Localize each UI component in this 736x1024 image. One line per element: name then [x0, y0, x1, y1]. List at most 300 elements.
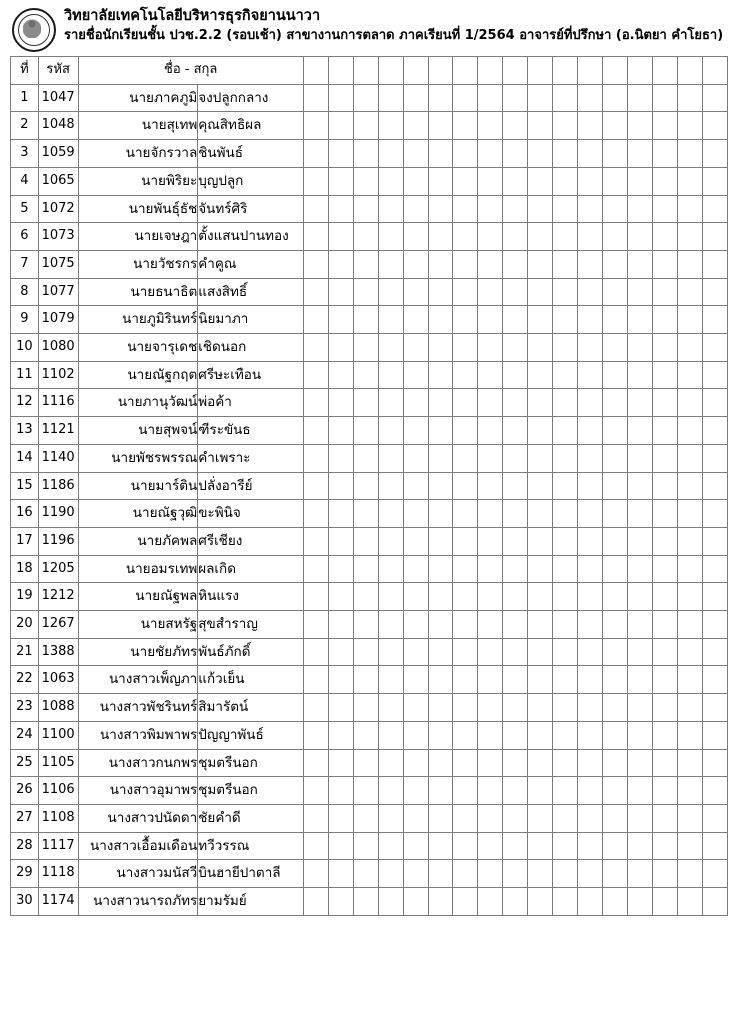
cell-blank[interactable]: [628, 694, 653, 722]
cell-blank[interactable]: [702, 583, 727, 611]
cell-blank[interactable]: [702, 527, 727, 555]
cell-blank[interactable]: [677, 555, 702, 583]
cell-blank[interactable]: [652, 250, 677, 278]
cell-blank[interactable]: [503, 888, 528, 916]
cell-blank[interactable]: [428, 749, 453, 777]
cell-blank[interactable]: [328, 721, 353, 749]
cell-blank[interactable]: [702, 832, 727, 860]
cell-blank[interactable]: [702, 749, 727, 777]
cell-blank[interactable]: [628, 555, 653, 583]
cell-blank[interactable]: [603, 888, 628, 916]
cell-blank[interactable]: [503, 638, 528, 666]
cell-blank[interactable]: [503, 306, 528, 334]
cell-blank[interactable]: [378, 223, 403, 251]
cell-blank[interactable]: [503, 721, 528, 749]
cell-blank[interactable]: [553, 611, 578, 639]
cell-blank[interactable]: [453, 250, 478, 278]
cell-blank[interactable]: [503, 278, 528, 306]
cell-blank[interactable]: [353, 888, 378, 916]
cell-blank[interactable]: [453, 721, 478, 749]
cell-blank[interactable]: [628, 583, 653, 611]
cell-blank[interactable]: [702, 860, 727, 888]
cell-blank[interactable]: [353, 860, 378, 888]
cell-blank[interactable]: [628, 195, 653, 223]
cell-blank[interactable]: [328, 84, 353, 112]
cell-blank[interactable]: [353, 694, 378, 722]
cell-blank[interactable]: [677, 804, 702, 832]
cell-blank[interactable]: [303, 777, 328, 805]
cell-blank[interactable]: [478, 527, 503, 555]
cell-blank[interactable]: [603, 306, 628, 334]
cell-blank[interactable]: [603, 611, 628, 639]
cell-blank[interactable]: [478, 195, 503, 223]
cell-blank[interactable]: [628, 250, 653, 278]
cell-blank[interactable]: [677, 195, 702, 223]
cell-blank[interactable]: [677, 832, 702, 860]
cell-blank[interactable]: [353, 527, 378, 555]
cell-blank[interactable]: [503, 777, 528, 805]
cell-blank[interactable]: [652, 140, 677, 168]
cell-blank[interactable]: [378, 721, 403, 749]
cell-blank[interactable]: [303, 721, 328, 749]
cell-blank[interactable]: [353, 361, 378, 389]
cell-blank[interactable]: [628, 306, 653, 334]
cell-blank[interactable]: [303, 306, 328, 334]
cell-blank[interactable]: [453, 195, 478, 223]
cell-blank[interactable]: [378, 888, 403, 916]
cell-blank[interactable]: [578, 140, 603, 168]
cell-blank[interactable]: [677, 389, 702, 417]
cell-blank[interactable]: [578, 638, 603, 666]
cell-blank[interactable]: [628, 444, 653, 472]
cell-blank[interactable]: [528, 500, 553, 528]
cell-blank[interactable]: [403, 84, 428, 112]
cell-blank[interactable]: [603, 860, 628, 888]
cell-blank[interactable]: [478, 472, 503, 500]
cell-blank[interactable]: [353, 638, 378, 666]
cell-blank[interactable]: [578, 250, 603, 278]
cell-blank[interactable]: [652, 638, 677, 666]
cell-blank[interactable]: [303, 167, 328, 195]
cell-blank[interactable]: [378, 167, 403, 195]
cell-blank[interactable]: [303, 444, 328, 472]
cell-blank[interactable]: [478, 444, 503, 472]
cell-blank[interactable]: [628, 804, 653, 832]
cell-blank[interactable]: [628, 860, 653, 888]
cell-blank[interactable]: [603, 666, 628, 694]
cell-blank[interactable]: [428, 721, 453, 749]
cell-blank[interactable]: [628, 832, 653, 860]
cell-blank[interactable]: [652, 500, 677, 528]
cell-blank[interactable]: [628, 167, 653, 195]
cell-blank[interactable]: [603, 389, 628, 417]
cell-blank[interactable]: [553, 888, 578, 916]
cell-blank[interactable]: [528, 694, 553, 722]
cell-blank[interactable]: [478, 167, 503, 195]
cell-blank[interactable]: [428, 306, 453, 334]
cell-blank[interactable]: [578, 223, 603, 251]
cell-blank[interactable]: [353, 140, 378, 168]
cell-blank[interactable]: [428, 500, 453, 528]
cell-blank[interactable]: [403, 444, 428, 472]
cell-blank[interactable]: [578, 888, 603, 916]
cell-blank[interactable]: [603, 721, 628, 749]
cell-blank[interactable]: [603, 832, 628, 860]
cell-blank[interactable]: [328, 140, 353, 168]
cell-blank[interactable]: [453, 140, 478, 168]
cell-blank[interactable]: [378, 361, 403, 389]
cell-blank[interactable]: [428, 417, 453, 445]
cell-blank[interactable]: [702, 195, 727, 223]
cell-blank[interactable]: [652, 777, 677, 805]
cell-blank[interactable]: [528, 555, 553, 583]
cell-blank[interactable]: [403, 611, 428, 639]
cell-blank[interactable]: [702, 804, 727, 832]
cell-blank[interactable]: [378, 389, 403, 417]
cell-blank[interactable]: [378, 417, 403, 445]
cell-blank[interactable]: [353, 611, 378, 639]
cell-blank[interactable]: [328, 666, 353, 694]
cell-blank[interactable]: [403, 666, 428, 694]
cell-blank[interactable]: [353, 444, 378, 472]
cell-blank[interactable]: [628, 278, 653, 306]
cell-blank[interactable]: [578, 804, 603, 832]
cell-blank[interactable]: [328, 611, 353, 639]
cell-blank[interactable]: [603, 777, 628, 805]
cell-blank[interactable]: [553, 334, 578, 362]
cell-blank[interactable]: [628, 84, 653, 112]
cell-blank[interactable]: [628, 417, 653, 445]
cell-blank[interactable]: [578, 777, 603, 805]
cell-blank[interactable]: [628, 472, 653, 500]
cell-blank[interactable]: [528, 749, 553, 777]
cell-blank[interactable]: [553, 112, 578, 140]
cell-blank[interactable]: [303, 694, 328, 722]
cell-blank[interactable]: [578, 694, 603, 722]
cell-blank[interactable]: [453, 361, 478, 389]
cell-blank[interactable]: [603, 195, 628, 223]
cell-blank[interactable]: [628, 140, 653, 168]
cell-blank[interactable]: [528, 389, 553, 417]
cell-blank[interactable]: [553, 361, 578, 389]
cell-blank[interactable]: [453, 832, 478, 860]
cell-blank[interactable]: [652, 306, 677, 334]
cell-blank[interactable]: [578, 832, 603, 860]
cell-blank[interactable]: [553, 527, 578, 555]
cell-blank[interactable]: [403, 832, 428, 860]
cell-blank[interactable]: [702, 638, 727, 666]
cell-blank[interactable]: [378, 638, 403, 666]
cell-blank[interactable]: [303, 417, 328, 445]
cell-blank[interactable]: [503, 250, 528, 278]
cell-blank[interactable]: [403, 721, 428, 749]
cell-blank[interactable]: [403, 361, 428, 389]
cell-blank[interactable]: [378, 334, 403, 362]
cell-blank[interactable]: [528, 195, 553, 223]
cell-blank[interactable]: [428, 527, 453, 555]
cell-blank[interactable]: [628, 888, 653, 916]
cell-blank[interactable]: [303, 250, 328, 278]
cell-blank[interactable]: [603, 250, 628, 278]
cell-blank[interactable]: [578, 195, 603, 223]
cell-blank[interactable]: [378, 749, 403, 777]
cell-blank[interactable]: [453, 611, 478, 639]
cell-blank[interactable]: [677, 888, 702, 916]
cell-blank[interactable]: [553, 167, 578, 195]
cell-blank[interactable]: [303, 888, 328, 916]
cell-blank[interactable]: [578, 306, 603, 334]
cell-blank[interactable]: [403, 860, 428, 888]
cell-blank[interactable]: [603, 417, 628, 445]
cell-blank[interactable]: [403, 500, 428, 528]
cell-blank[interactable]: [652, 334, 677, 362]
cell-blank[interactable]: [677, 472, 702, 500]
cell-blank[interactable]: [578, 389, 603, 417]
cell-blank[interactable]: [578, 527, 603, 555]
cell-blank[interactable]: [528, 112, 553, 140]
cell-blank[interactable]: [628, 112, 653, 140]
cell-blank[interactable]: [652, 389, 677, 417]
cell-blank[interactable]: [553, 472, 578, 500]
cell-blank[interactable]: [428, 860, 453, 888]
cell-blank[interactable]: [303, 223, 328, 251]
cell-blank[interactable]: [578, 278, 603, 306]
cell-blank[interactable]: [578, 417, 603, 445]
cell-blank[interactable]: [478, 334, 503, 362]
cell-blank[interactable]: [603, 500, 628, 528]
cell-blank[interactable]: [503, 361, 528, 389]
cell-blank[interactable]: [378, 694, 403, 722]
cell-blank[interactable]: [353, 84, 378, 112]
cell-blank[interactable]: [328, 195, 353, 223]
cell-blank[interactable]: [328, 804, 353, 832]
cell-blank[interactable]: [328, 306, 353, 334]
cell-blank[interactable]: [453, 860, 478, 888]
cell-blank[interactable]: [553, 583, 578, 611]
cell-blank[interactable]: [453, 112, 478, 140]
cell-blank[interactable]: [403, 167, 428, 195]
cell-blank[interactable]: [553, 223, 578, 251]
cell-blank[interactable]: [428, 223, 453, 251]
cell-blank[interactable]: [303, 195, 328, 223]
cell-blank[interactable]: [702, 84, 727, 112]
cell-blank[interactable]: [702, 417, 727, 445]
cell-blank[interactable]: [702, 666, 727, 694]
cell-blank[interactable]: [303, 638, 328, 666]
cell-blank[interactable]: [578, 361, 603, 389]
cell-blank[interactable]: [528, 832, 553, 860]
cell-blank[interactable]: [528, 721, 553, 749]
cell-blank[interactable]: [353, 195, 378, 223]
cell-blank[interactable]: [328, 250, 353, 278]
cell-blank[interactable]: [428, 888, 453, 916]
cell-blank[interactable]: [328, 694, 353, 722]
cell-blank[interactable]: [328, 112, 353, 140]
cell-blank[interactable]: [478, 389, 503, 417]
cell-blank[interactable]: [578, 860, 603, 888]
cell-blank[interactable]: [503, 417, 528, 445]
cell-blank[interactable]: [428, 334, 453, 362]
cell-blank[interactable]: [453, 306, 478, 334]
cell-blank[interactable]: [378, 777, 403, 805]
cell-blank[interactable]: [503, 832, 528, 860]
cell-blank[interactable]: [378, 666, 403, 694]
cell-blank[interactable]: [652, 666, 677, 694]
cell-blank[interactable]: [303, 500, 328, 528]
cell-blank[interactable]: [677, 361, 702, 389]
cell-blank[interactable]: [303, 583, 328, 611]
cell-blank[interactable]: [702, 777, 727, 805]
cell-blank[interactable]: [553, 195, 578, 223]
cell-blank[interactable]: [652, 417, 677, 445]
cell-blank[interactable]: [628, 223, 653, 251]
cell-blank[interactable]: [528, 860, 553, 888]
cell-blank[interactable]: [478, 140, 503, 168]
cell-blank[interactable]: [503, 334, 528, 362]
cell-blank[interactable]: [553, 140, 578, 168]
cell-blank[interactable]: [428, 832, 453, 860]
cell-blank[interactable]: [328, 832, 353, 860]
cell-blank[interactable]: [353, 306, 378, 334]
cell-blank[interactable]: [677, 306, 702, 334]
cell-blank[interactable]: [453, 223, 478, 251]
cell-blank[interactable]: [603, 112, 628, 140]
cell-blank[interactable]: [677, 777, 702, 805]
cell-blank[interactable]: [503, 140, 528, 168]
cell-blank[interactable]: [702, 389, 727, 417]
cell-blank[interactable]: [528, 278, 553, 306]
cell-blank[interactable]: [702, 444, 727, 472]
cell-blank[interactable]: [553, 860, 578, 888]
cell-blank[interactable]: [677, 860, 702, 888]
cell-blank[interactable]: [652, 721, 677, 749]
cell-blank[interactable]: [453, 804, 478, 832]
cell-blank[interactable]: [453, 777, 478, 805]
cell-blank[interactable]: [453, 888, 478, 916]
cell-blank[interactable]: [503, 527, 528, 555]
cell-blank[interactable]: [478, 500, 503, 528]
cell-blank[interactable]: [702, 472, 727, 500]
cell-blank[interactable]: [403, 140, 428, 168]
cell-blank[interactable]: [428, 472, 453, 500]
cell-blank[interactable]: [453, 583, 478, 611]
cell-blank[interactable]: [528, 417, 553, 445]
cell-blank[interactable]: [453, 694, 478, 722]
cell-blank[interactable]: [553, 721, 578, 749]
cell-blank[interactable]: [628, 611, 653, 639]
cell-blank[interactable]: [603, 472, 628, 500]
cell-blank[interactable]: [503, 389, 528, 417]
cell-blank[interactable]: [702, 555, 727, 583]
cell-blank[interactable]: [503, 500, 528, 528]
cell-blank[interactable]: [378, 500, 403, 528]
cell-blank[interactable]: [478, 694, 503, 722]
cell-blank[interactable]: [403, 638, 428, 666]
cell-blank[interactable]: [603, 638, 628, 666]
cell-blank[interactable]: [453, 472, 478, 500]
cell-blank[interactable]: [303, 611, 328, 639]
cell-blank[interactable]: [478, 417, 503, 445]
cell-blank[interactable]: [553, 84, 578, 112]
cell-blank[interactable]: [578, 84, 603, 112]
cell-blank[interactable]: [353, 250, 378, 278]
cell-blank[interactable]: [553, 804, 578, 832]
cell-blank[interactable]: [478, 112, 503, 140]
cell-blank[interactable]: [677, 527, 702, 555]
cell-blank[interactable]: [603, 804, 628, 832]
cell-blank[interactable]: [403, 389, 428, 417]
cell-blank[interactable]: [453, 417, 478, 445]
cell-blank[interactable]: [528, 527, 553, 555]
cell-blank[interactable]: [353, 223, 378, 251]
cell-blank[interactable]: [428, 167, 453, 195]
cell-blank[interactable]: [553, 638, 578, 666]
cell-blank[interactable]: [553, 500, 578, 528]
cell-blank[interactable]: [702, 278, 727, 306]
cell-blank[interactable]: [702, 500, 727, 528]
cell-blank[interactable]: [628, 638, 653, 666]
cell-blank[interactable]: [652, 444, 677, 472]
cell-blank[interactable]: [702, 361, 727, 389]
cell-blank[interactable]: [453, 389, 478, 417]
cell-blank[interactable]: [478, 638, 503, 666]
cell-blank[interactable]: [702, 334, 727, 362]
cell-blank[interactable]: [503, 749, 528, 777]
cell-blank[interactable]: [503, 167, 528, 195]
cell-blank[interactable]: [428, 195, 453, 223]
cell-blank[interactable]: [403, 583, 428, 611]
cell-blank[interactable]: [677, 444, 702, 472]
cell-blank[interactable]: [652, 84, 677, 112]
cell-blank[interactable]: [353, 583, 378, 611]
cell-blank[interactable]: [603, 140, 628, 168]
cell-blank[interactable]: [478, 860, 503, 888]
cell-blank[interactable]: [677, 334, 702, 362]
cell-blank[interactable]: [553, 417, 578, 445]
cell-blank[interactable]: [578, 472, 603, 500]
cell-blank[interactable]: [528, 250, 553, 278]
cell-blank[interactable]: [652, 527, 677, 555]
cell-blank[interactable]: [677, 223, 702, 251]
cell-blank[interactable]: [628, 389, 653, 417]
cell-blank[interactable]: [303, 112, 328, 140]
cell-blank[interactable]: [652, 611, 677, 639]
cell-blank[interactable]: [553, 444, 578, 472]
cell-blank[interactable]: [478, 666, 503, 694]
cell-blank[interactable]: [603, 694, 628, 722]
cell-blank[interactable]: [628, 721, 653, 749]
cell-blank[interactable]: [353, 555, 378, 583]
cell-blank[interactable]: [528, 223, 553, 251]
cell-blank[interactable]: [478, 777, 503, 805]
cell-blank[interactable]: [677, 278, 702, 306]
cell-blank[interactable]: [677, 638, 702, 666]
cell-blank[interactable]: [553, 694, 578, 722]
cell-blank[interactable]: [428, 84, 453, 112]
cell-blank[interactable]: [478, 804, 503, 832]
cell-blank[interactable]: [677, 167, 702, 195]
cell-blank[interactable]: [303, 832, 328, 860]
cell-blank[interactable]: [578, 555, 603, 583]
cell-blank[interactable]: [328, 417, 353, 445]
cell-blank[interactable]: [578, 611, 603, 639]
cell-blank[interactable]: [503, 583, 528, 611]
cell-blank[interactable]: [328, 167, 353, 195]
cell-blank[interactable]: [652, 361, 677, 389]
cell-blank[interactable]: [353, 389, 378, 417]
cell-blank[interactable]: [328, 583, 353, 611]
cell-blank[interactable]: [403, 250, 428, 278]
